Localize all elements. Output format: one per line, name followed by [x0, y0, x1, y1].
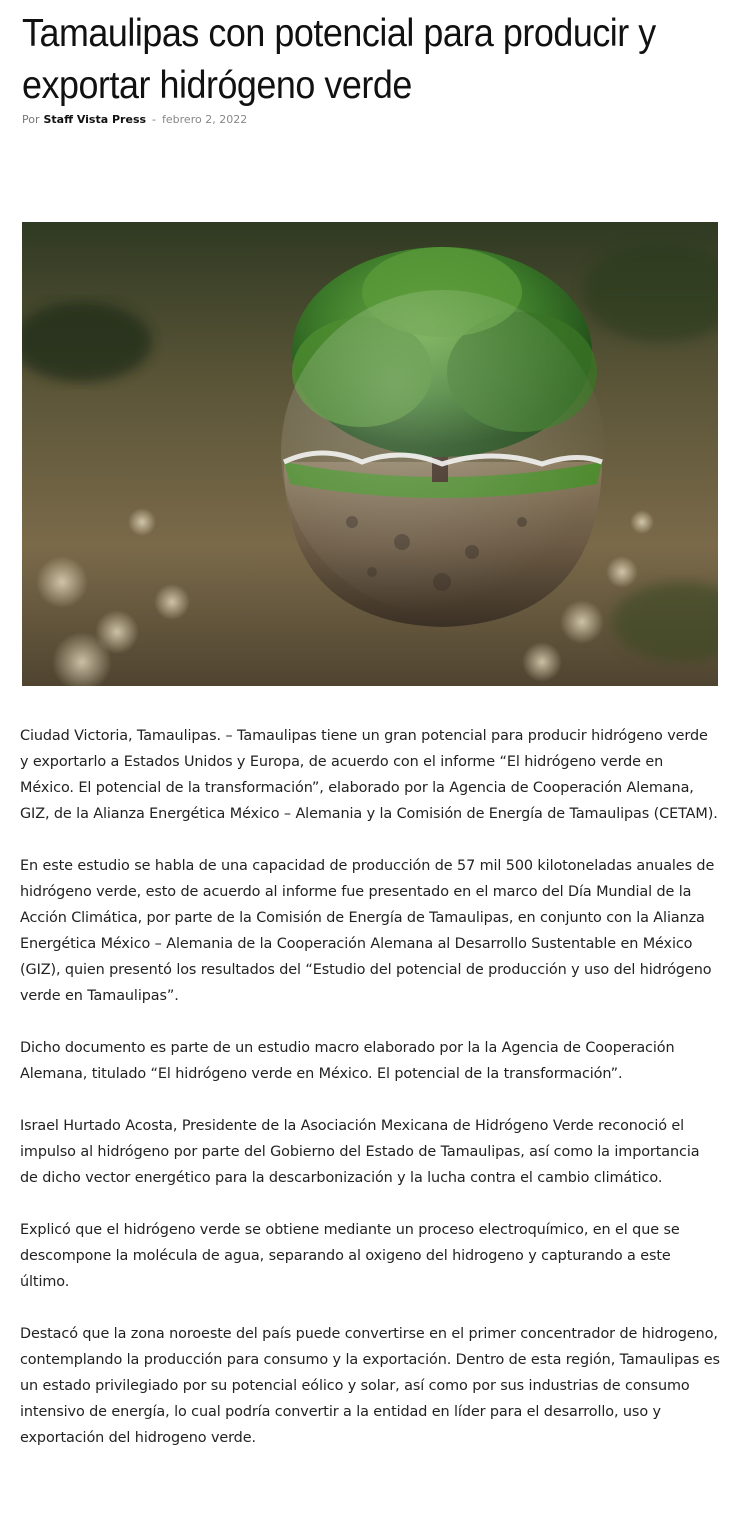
article-body — [20, 723, 720, 1477]
byline-separator: - — [152, 113, 157, 126]
byline — [22, 113, 247, 126]
article-paragraph: En este estudio se habla de una capacidad de producción de 57 mil 500 kilotoneladas anuales de hidrógeno verde, esto de acuerdo al informe fue presentado en el marco del Día Mundial de la Acción Climática, por parte de la Comisión de Energía de Tamaulipas, en conjunto con la Alianza Energética México – Alemania de la Cooperación Alemana al Desarrollo Sustentable en México (GIZ), quien presentó los resultados del “Estudio del potencial de producción y uso del hidrógeno verde en Tamaulipas”. — [20, 858, 715, 1004]
author-link[interactable]: Staff Vista Press — [43, 113, 147, 126]
article-paragraph: Dicho documento es parte de un estudio macro elaborado por la la Agencia de Cooperación Alemana, titulado “El hidrógeno verde en México. El potencial de la transformación”. — [20, 1040, 675, 1082]
article-paragraph: Israel Hurtado Acosta, Presidente de la Asociación Mexicana de Hidrógeno Verde reconoció el impulso al hidrógeno por parte del Gobierno del Estado de Tamaulipas, así como la importancia de dicho vector energético para la descarbonización y la lucha contra el cambio climático. — [20, 1118, 700, 1186]
article-paragraph: Destacó que la zona noroeste del país puede convertirse en el primer concentrador de hidrogeno, contemplando la producción para consumo y la exportación. Dentro de esta región, Tamaulipas es un estado privilegiado por su potencial eólico y solar, así como por sus industrias de consumo intensivo de energía, lo cual podría convertir a la entidad en líder para el desarrollo, uso y exportación del hidrogeno verde. — [20, 1326, 720, 1446]
tree-in-glass-sphere-image — [22, 222, 718, 686]
article-paragraph: Ciudad Victoria, Tamaulipas. – Tamaulipas tiene un gran potencial para producir hidrógeno verde y exportarlo a Estados Unidos y Europa, de acuerdo con el informe “El hidrógeno verde en México. El potencial de la transformación”, elaborado por la Agencia de Cooperación Alemana, GIZ, de la Alianza Energética México – Alemania y la Comisión de Energía de Tamaulipas (CETAM). — [20, 728, 718, 822]
byline-prefix: Por — [22, 113, 40, 126]
publish-date: febrero 2, 2022 — [162, 113, 248, 126]
article-title: Tamaulipas con potencial para producir y exportar hidrógeno verde — [22, 12, 656, 107]
featured-image — [22, 222, 718, 686]
article-paragraph: Explicó que el hidrógeno verde se obtiene mediante un proceso electroquímico, en el que se descompone la molécula de agua, separando al oxigeno del hidrogeno y capturando a este último. — [20, 1222, 680, 1290]
